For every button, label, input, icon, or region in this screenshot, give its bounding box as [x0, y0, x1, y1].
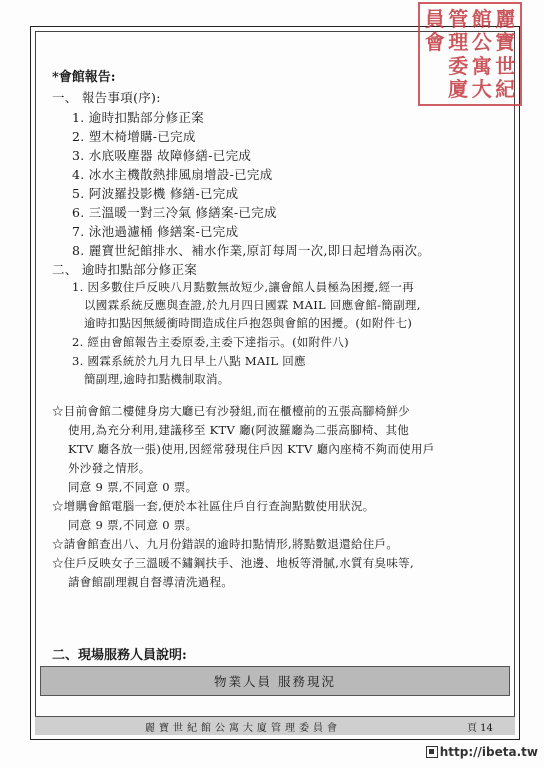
- section1-item: 2. 塑木椅增購-已完成: [72, 129, 196, 144]
- proposal-line: ☆住戶反映女子三溫暖不鏽鋼扶手、池邊、地板等滑膩,水質有臭味等,: [52, 556, 414, 570]
- seal-character: 公: [471, 30, 492, 55]
- site-watermark: [426, 745, 538, 759]
- seal-character: [423, 78, 447, 102]
- staff-table-header: [40, 666, 510, 696]
- proposal-line: 請會館副理親自督導清洗過程。: [68, 575, 234, 589]
- section1-item: 7. 泳池過濾桶 修繕案-已完成: [72, 224, 239, 239]
- section2-item: 1. 因多數住戶反映八月點數無故短少,讓會館人員極為困擾,經一再: [72, 280, 415, 294]
- seal-character: 麗: [495, 6, 516, 31]
- vote-result: 同意 9 票,不同意 0 票。: [68, 480, 198, 494]
- section2-item: 2. 經由會館報告主委原委,主委下達指示。(如附件八): [72, 335, 349, 349]
- section2-title: 二、 逾時扣點部分修正案: [52, 262, 198, 277]
- seal-character: 廈: [448, 77, 469, 102]
- section2-item: 以國霖系統反應與查證,於九月四日國霖 MAIL 回應會館-簡副理,: [84, 298, 421, 312]
- proposal-line: 使用,為充分利用,建議移至 KTV 廳(阿波羅廳為二張高腳椅、其他: [68, 423, 410, 437]
- section2-item: 簡副理,逾時扣點機制取消。: [84, 372, 230, 386]
- seal-character: 理: [448, 30, 469, 55]
- seal-character: 大: [471, 77, 492, 102]
- seal-character: 管: [448, 6, 469, 31]
- seal-character: 會: [424, 30, 445, 55]
- seal-character: 寓: [471, 53, 492, 78]
- section1-item: 8. 麗寶世紀館排水、補水作業,原訂每周一次,即日起增為兩次。: [72, 243, 431, 258]
- seal-character: 紀: [495, 77, 516, 102]
- section2-item: 逾時扣點因無緩衝時間造成住戶抱怨與會館的困擾。(如附件七): [84, 316, 413, 330]
- section3-title: 二、現場服務人員說明:: [52, 648, 187, 663]
- watermark-text: http://ibeta.tw: [439, 745, 538, 759]
- proposal-line: ☆增購會館電腦一套,便於本社區住戶自行查詢點數使用狀況。: [52, 499, 375, 513]
- page-number: 頁 14: [467, 723, 493, 734]
- seal-character: 寶: [495, 30, 516, 55]
- section1-item: 4. 冰水主機散熱排風扇增設-已完成: [72, 167, 273, 182]
- seal-character: 委: [448, 53, 469, 78]
- watermark-logo-icon: [426, 746, 438, 758]
- seal-character: 世: [495, 53, 516, 78]
- section1-item: 1. 逾時扣點部分修正案: [72, 110, 204, 125]
- proposal-line: KTV 廳各放一張)使用,因經常發現住戶因 KTV 廳內座椅不夠而使用戶: [68, 442, 435, 456]
- section2-item: 3. 國霖系統於九月九日早上八點 MAIL 回應: [72, 354, 306, 368]
- staff-table-header-label: 物業人員 服務現況: [214, 674, 336, 689]
- page-footer: [35, 716, 515, 735]
- vote-result: 同意 9 票,不同意 0 票。: [68, 518, 198, 532]
- red-seal-stamp: [418, 2, 522, 106]
- section1-item: 5. 阿波羅投影機 修繕-已完成: [72, 186, 239, 201]
- proposal-line: ☆目前會館二樓健身房大廳已有沙發組,而在櫃檯前的五張高腳椅鮮少: [52, 404, 410, 418]
- proposal-line: ☆請會館查出八、九月份錯誤的逾時扣點情形,將點數退還給住戶。: [52, 537, 399, 551]
- section1-item: 3. 水底吸塵器 故障修繕-已完成: [72, 148, 252, 163]
- proposal-line: 外沙發之情形。: [68, 461, 151, 475]
- section1-title: 一、 報告事項(序):: [52, 90, 161, 105]
- section1-item: 6. 三溫暖一對三冷氣 修繕案-已完成: [72, 205, 277, 220]
- seal-character: [423, 54, 447, 78]
- seal-character: 員: [424, 6, 445, 31]
- footer-title: 麗寶世紀館公寓大廈管理委員會: [145, 723, 341, 734]
- report-title: *會館報告:: [52, 70, 116, 85]
- seal-character: 館: [471, 6, 492, 31]
